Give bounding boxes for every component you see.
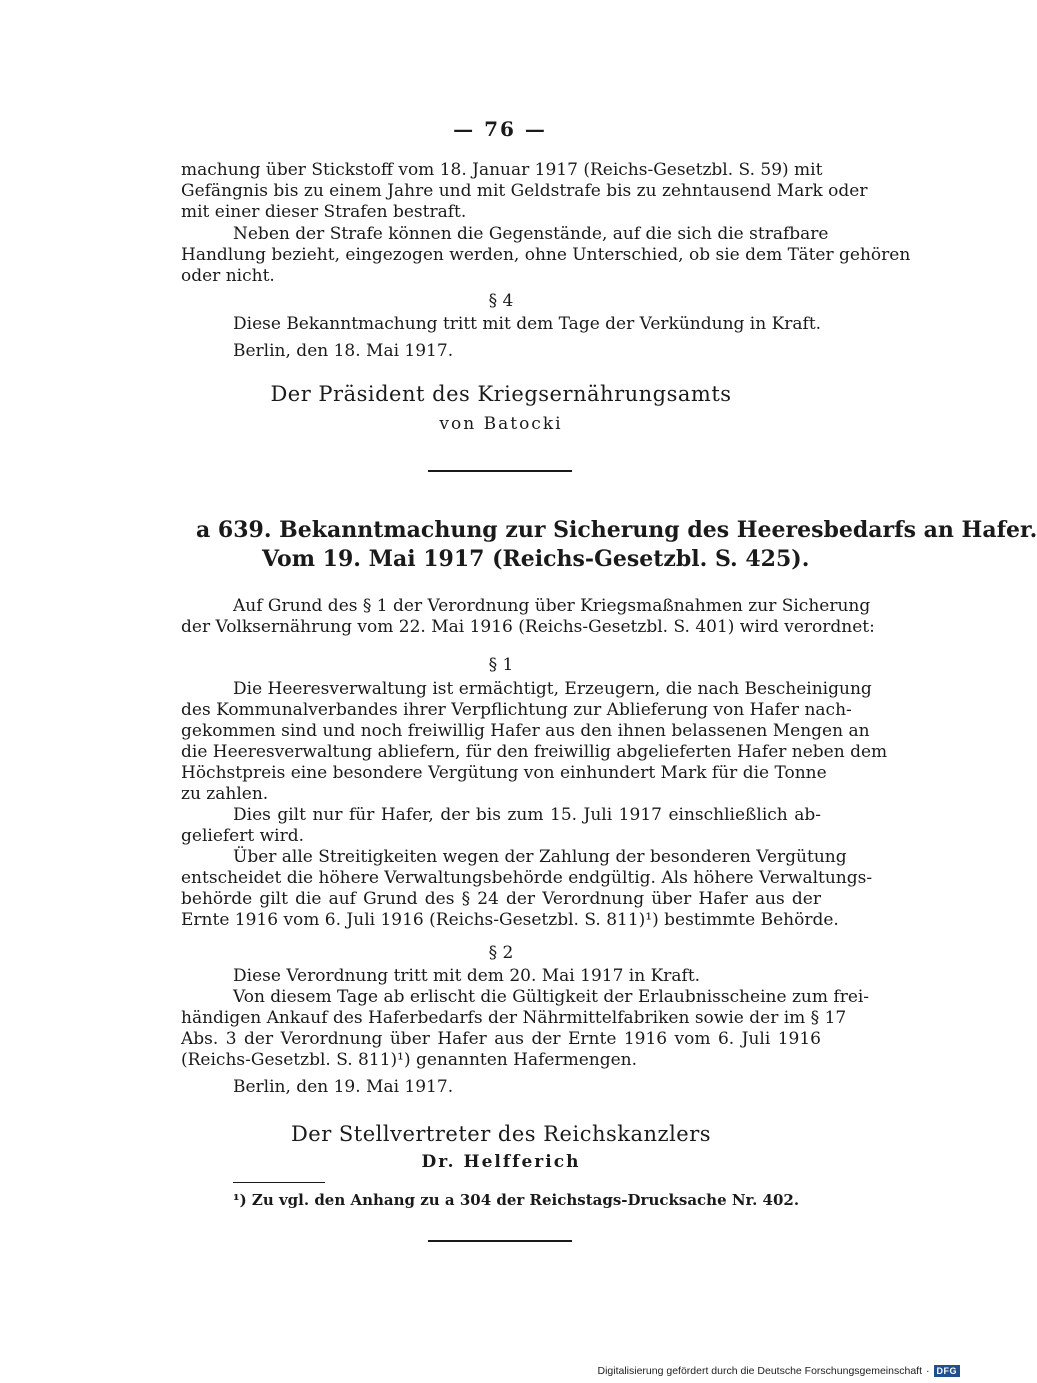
signatory-name: Dr. Helfferich <box>421 1152 581 1172</box>
text-line: Abs. 3 der Verordnung über Hafer aus der Ernte 1916 vom 6. Juli 1916 <box>181 1029 821 1049</box>
separator-rule <box>428 470 572 472</box>
text-line: mit einer dieser Strafen bestraft. <box>181 202 467 222</box>
text-line: Über alle Streitigkeiten wegen der Zahlung der besonderen Vergütung <box>233 847 847 867</box>
section-heading: § 2 <box>488 943 514 963</box>
signatory-title: Der Stellvertreter des Reichskanzlers <box>290 1122 712 1146</box>
text-line: die Heeresverwaltung abliefern, für den freiwillig abgelieferten Hafer neben dem <box>181 742 888 762</box>
text-line: (Reichs-Gesetzbl. S. 811)¹) genannten Hafermengen. <box>181 1050 638 1070</box>
text-line: zu zahlen. <box>181 784 269 804</box>
text-line: machung über Stickstoff vom 18. Januar 1917 (Reichs-Gesetzbl. S. 59) mit <box>181 160 823 180</box>
text-line: Dies gilt nur für Hafer, der bis zum 15. Juli 1917 einschließlich ab- <box>233 805 821 825</box>
dfg-logo: DFG <box>934 1365 961 1377</box>
notice-subheading: Vom 19. Mai 1917 (Reichs-Gesetzbl. S. 425). <box>262 546 810 572</box>
footnote: ¹) Zu vgl. den Anhang zu a 304 der Reichstags-Drucksache Nr. 402. <box>233 1191 800 1209</box>
text-line: gekommen sind und noch freiwillig Hafer aus den ihnen belassenen Mengen an <box>181 721 870 741</box>
page-number: — 76 — <box>453 117 547 141</box>
separator-rule <box>428 1240 572 1242</box>
footnote-rule <box>233 1182 325 1183</box>
text-line: Handlung bezieht, eingezogen werden, ohne Unterschied, ob sie dem Täter gehören <box>181 245 911 265</box>
text-line: behörde gilt die auf Grund des § 24 der Verordnung über Hafer aus der <box>181 889 821 909</box>
text-line: händigen Ankauf des Haferbedarfs der Nährmittelfabriken sowie der im § 17 <box>181 1008 847 1028</box>
text-line: Diese Bekanntmachung tritt mit dem Tage der Verkündung in Kraft. <box>233 314 822 334</box>
text-line: Diese Verordnung tritt mit dem 20. Mai 1917 in Kraft. <box>233 966 701 986</box>
text-line: oder nicht. <box>181 266 275 286</box>
section-heading: § 1 <box>488 655 514 675</box>
text-line: Höchstpreis eine besondere Vergütung von einhundert Mark für die Tonne <box>181 763 827 783</box>
date-line: Berlin, den 18. Mai 1917. <box>233 341 454 361</box>
notice-heading: a 639. Bekanntmachung zur Sicherung des Heeresbedarfs an Hafer. <box>196 517 1037 543</box>
text-line: Ernte 1916 vom 6. Juli 1916 (Reichs-Gesetzbl. S. 811)¹) bestimmte Behörde. <box>181 910 839 930</box>
signatory-name: von Batocki <box>439 414 563 434</box>
text-line: des Kommunalverbandes ihrer Verpflichtung zur Ablieferung von Hafer nach- <box>181 700 852 720</box>
text-line: Die Heeresverwaltung ist ermächtigt, Erzeugern, die nach Bescheinigung <box>233 679 872 699</box>
signatory-title: Der Präsident des Kriegsernährungsamts <box>270 382 732 406</box>
digitization-credit: Digitalisierung gefördert durch die Deutsche Forschungsgemeinschaft · DFG <box>597 1365 960 1377</box>
text-line: Gefängnis bis zu einem Jahre und mit Geldstrafe bis zu zehntausend Mark oder <box>181 181 868 201</box>
credit-text: Digitalisierung gefördert durch die Deutsche Forschungsgemeinschaft <box>597 1365 922 1377</box>
section-heading: § 4 <box>488 291 514 311</box>
text-line: Auf Grund des § 1 der Verordnung über Kriegsmaßnahmen zur Sicherung <box>233 596 871 616</box>
text-line: Von diesem Tage ab erlischt die Gültigkeit der Erlaubnisscheine zum frei- <box>233 987 870 1007</box>
text-line: geliefert wird. <box>181 826 304 846</box>
text-line: Neben der Strafe können die Gegenstände, auf die sich die strafbare <box>233 224 829 244</box>
date-line: Berlin, den 19. Mai 1917. <box>233 1077 454 1097</box>
text-line: entscheidet die höhere Verwaltungsbehörde endgültig. Als höhere Verwaltungs- <box>181 868 873 888</box>
text-line: der Volksernährung vom 22. Mai 1916 (Reichs-Gesetzbl. S. 401) wird verordnet: <box>181 617 875 637</box>
